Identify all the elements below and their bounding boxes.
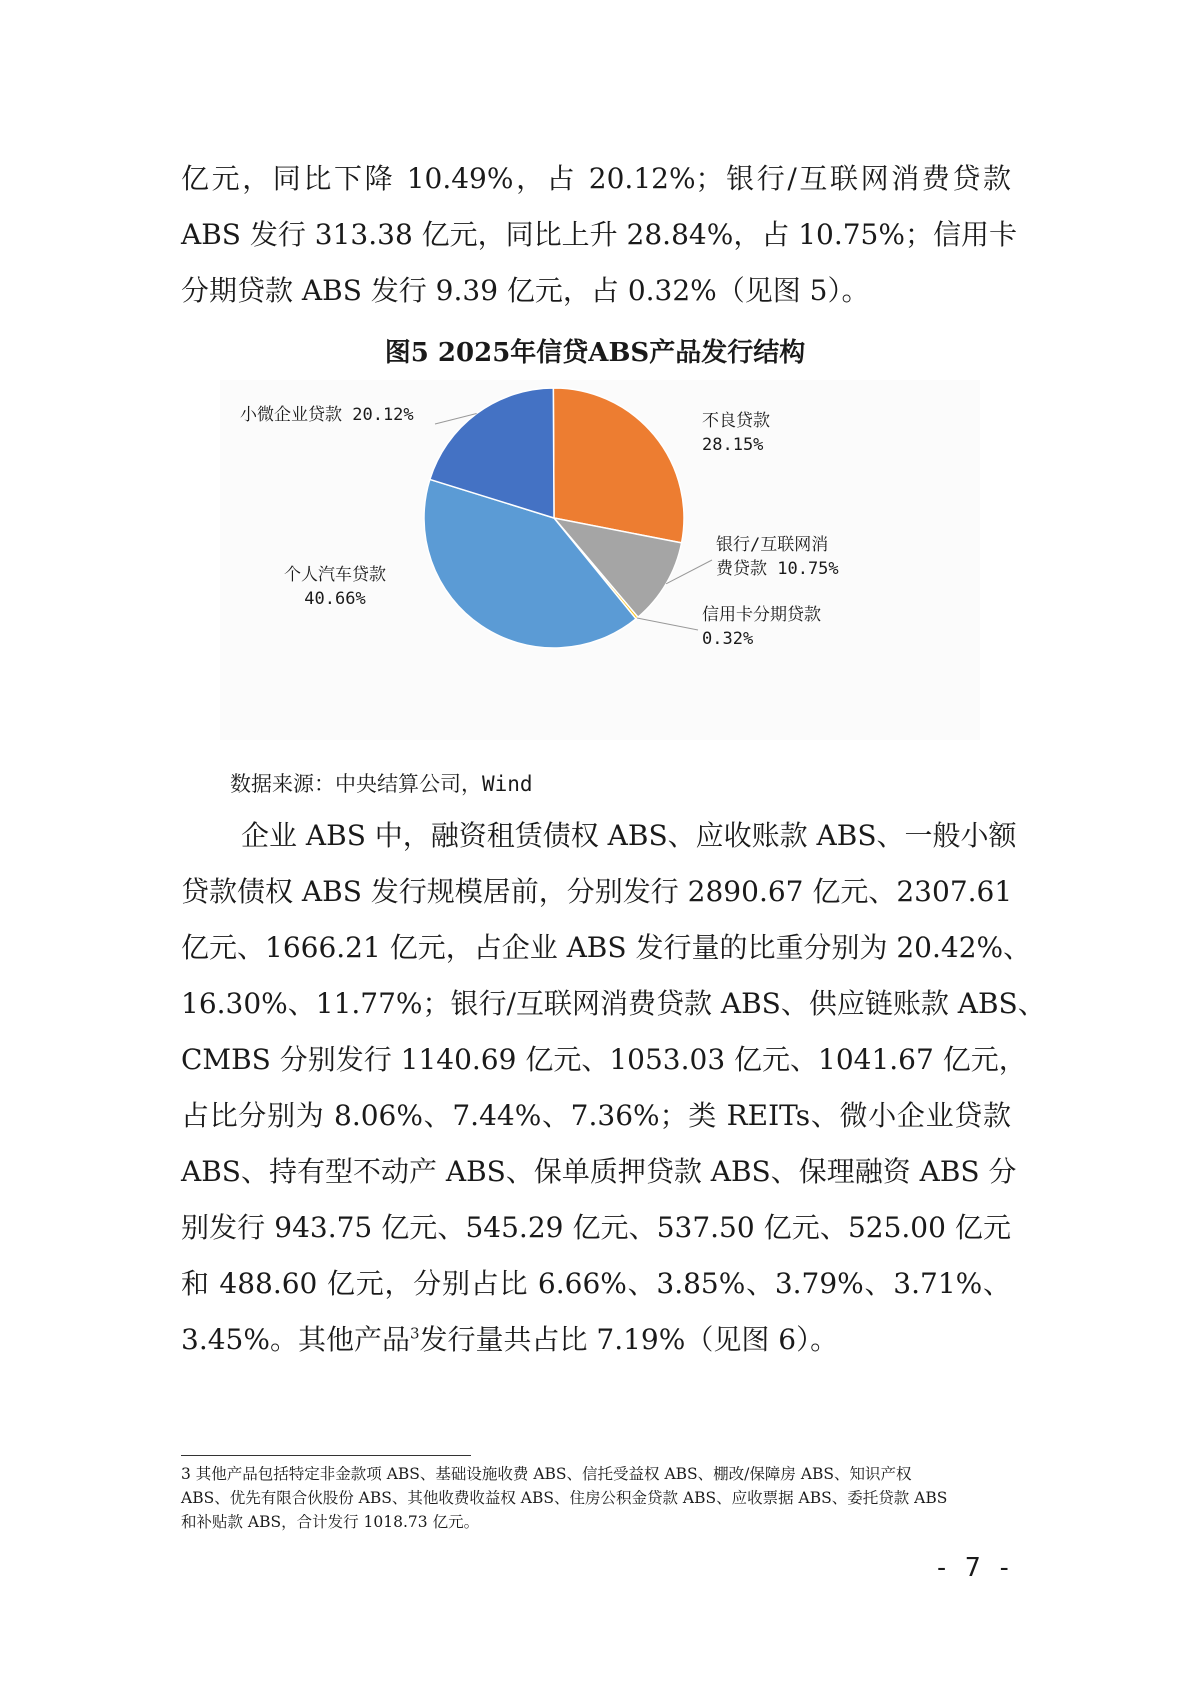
para2-line-5: CMBS 分别发行 1140.69 亿元、1053.03 亿元、1041.67 亿元，	[181, 1043, 1027, 1076]
page-number: - 7 -	[933, 1553, 1012, 1583]
para2-last-after: 发行量共占比 7.19%（见图 6）。	[419, 1323, 839, 1356]
leader-line-3	[637, 618, 698, 630]
footnote-divider	[181, 1455, 471, 1456]
para1-line-3: 分期贷款 ABS 发行 9.39 亿元，占 0.32%（见图 5）。	[181, 274, 870, 307]
pie-chart	[220, 380, 980, 740]
para2-line-1: 企业 ABS 中，融资租赁债权 ABS、应收账款 ABS、一般小额	[241, 819, 1017, 852]
para2-line-9: 和 488.60 亿元，分别占比 6.66%、3.85%、3.79%、3.71%、	[181, 1267, 1011, 1300]
slice-label-5-line-1: 小微企业贷款 20.12%	[240, 405, 414, 425]
paragraph-2	[181, 808, 1046, 1368]
footnote-line-1: 3 其他产品包括特定非金款项 ABS、基础设施收费 ABS、信托受益权 ABS、棚改/保障房 ABS、知识产权	[181, 1465, 912, 1483]
footnote-marker[interactable]: 3	[409, 1324, 420, 1343]
slice-label-2-line-1: 银行/互联网消	[716, 535, 829, 555]
footnote	[181, 1462, 1011, 1534]
footnote-line-2: ABS、优先有限合伙股份 ABS、其他收费收益权 ABS、住房公积金贷款 ABS、应收票据 ABS、委托贷款 ABS	[181, 1489, 948, 1507]
figure-title: 图5 2025年信贷ABS产品发行结构	[384, 338, 806, 368]
slice-label-4-line-1: 个人汽车贷款	[284, 565, 386, 585]
para2-last-before: 3.45%。其他产品	[181, 1323, 410, 1356]
slice-label-3-line-1: 信用卡分期贷款	[702, 605, 821, 625]
para2-line-6: 占比分别为 8.06%、7.44%、7.36%；类 REITs、微小企业贷款	[181, 1099, 1011, 1132]
para2-line-8: 别发行 943.75 亿元、545.29 亿元、537.50 亿元、525.00 亿元	[181, 1211, 1011, 1244]
slice-label-1-line-2: 28.15%	[702, 435, 764, 455]
slice-label-3-line-2: 0.32%	[702, 629, 754, 649]
paragraph-1	[181, 151, 1017, 319]
pie-chart-area	[220, 380, 980, 740]
data-source: 数据来源：中央结算公司，Wind	[230, 772, 533, 796]
para2-line-3: 亿元、1666.21 亿元，占企业 ABS 发行量的比重分别为 20.42%、	[181, 931, 1032, 964]
para2-line-7: ABS、持有型不动产 ABS、保单质押贷款 ABS、保理融资 ABS 分	[181, 1155, 1017, 1188]
slice-label-2-line-2: 费贷款 10.75%	[716, 559, 839, 579]
para2-line-4: 16.30%、11.77%；银行/互联网消费贷款 ABS、供应链账款 ABS、	[181, 987, 1046, 1020]
footnote-line-3: 和补贴款 ABS，合计发行 1018.73 亿元。	[181, 1513, 480, 1531]
pie-slice-1	[553, 388, 684, 543]
para2-line-2: 贷款债权 ABS 发行规模居前，分别发行 2890.67 亿元、2307.61	[181, 875, 1013, 908]
para1-line-1: 亿元，同比下降 10.49%，占 20.12%；银行/互联网消费贷款	[181, 162, 1011, 195]
para2-line-10	[181, 1312, 1011, 1368]
para1-line-2: ABS 发行 313.38 亿元，同比上升 28.84%，占 10.75%；信用卡	[181, 218, 1017, 251]
slice-label-4-line-2: 40.66%	[304, 589, 366, 609]
slice-label-1-line-1: 不良贷款	[702, 411, 770, 431]
